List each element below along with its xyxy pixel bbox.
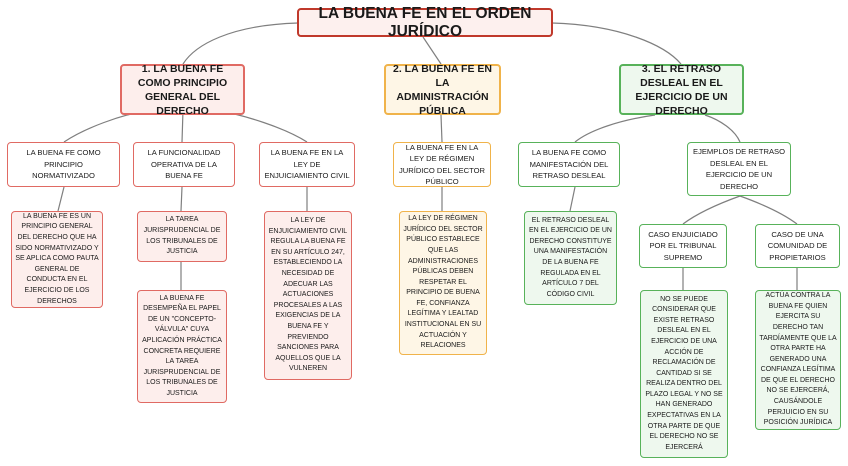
- detail-text: NO SE PUEDE CONSIDERAR QUE EXISTE RETRASO DESLEAL EN EL EJERCICIO DE UNA ACCIÓN DE RECLAMACIÓN DE CANTIDAD SI SE REALIZA DENTRO DEL PLAZO LEGAL Y NO SE HAN GENERADO EXPECTATIVAS EN LA OTRA PARTE DE QUE EL DERECHO NO SE EJERCERÁ: [645, 295, 723, 451]
- sub-title: EJEMPLOS DE RETRASO DESLEAL EN EL EJERCICIO DE UN DERECHO: [693, 147, 785, 191]
- branch-title: 1. LA BUENA FE COMO PRINCIPIO GENERAL DEL DERECHO: [137, 62, 228, 117]
- sub-manifestacion-retraso[interactable]: [518, 142, 620, 187]
- sub-principio-normativizado[interactable]: [7, 142, 120, 187]
- detail-regimen-juridico: [399, 211, 487, 355]
- detail-text: ACTÚA CONTRA LA BUENA FE QUIEN EJERCITA SU DERECHO TAN TARDÍAMENTE QUE LA OTRA PARTE HA GENERADO UNA CONFIANZA LEGÍTIMA DE QUE EL DERECHO NO SE EJERCERÁ, CAUSÁNDOLE PERJUICIO EN SU POSICIÓN JURÍDICA: [759, 292, 837, 427]
- detail-text: LA BUENA FE DESEMPEÑA EL PAPEL DE UN "CONCEPTO-VÁLVULA" CUYA APLICACIÓN PRÁCTICA CONCRETA REQUIERE LA TAREA JURISPRUDENCIAL DE LOS TRIBUNALES DE JUSTICIA: [142, 294, 222, 397]
- sub-ley-enjuiciamiento-civil[interactable]: [259, 142, 355, 187]
- detail-tribunal-supremo: [640, 290, 728, 458]
- sub-ley-regimen-juridico[interactable]: [393, 142, 491, 187]
- branch-title: 3. EL RETRASO DESLEAL EN EL EJERCICIO DE UN DERECHO: [635, 62, 728, 117]
- branch-retraso-desleal[interactable]: [619, 64, 744, 115]
- sub-ejemplos-retraso[interactable]: [687, 142, 791, 196]
- detail-comunidad-propietarios: [755, 290, 841, 430]
- detail-text: LA BUENA FE ES UN PRINCIPIO GENERAL DEL DERECHO QUE HA SIDO NORMATIVIZADO Y SE APLICA COMO PAUTA GENERAL DE CONDUCTA EN EL EJERCICIO DE LOS DERECHOS: [15, 212, 99, 305]
- sub-title: LA FUNCIONALIDAD OPERATIVA DE LA BUENA FE: [147, 148, 221, 181]
- sub-title: LA BUENA FE EN LA LEY DE RÉGIMEN JURÍDICO DEL SECTOR PÚBLICO: [398, 142, 486, 186]
- sub-title: LA BUENA FE COMO MANIFESTACIÓN DEL RETRASO DESLEAL: [529, 148, 609, 181]
- detail-text: LA LEY DE ENJUICIAMIENTO CIVIL REGULA LA BUENA FE EN SU ARTÍCULO 247, ESTABLECIENDO LA NECESIDAD DE ADECUAR LAS ACTUACIONES PROCESALES A LAS EXIGENCIAS DE LA BUENA FE Y PREVIENDO SANCIONES PARA AQUELLOS QUE LA VULNEREN: [268, 217, 348, 373]
- detail-articulo-247: [264, 211, 352, 380]
- sub-title: LA BUENA FE COMO PRINCIPIO NORMATIVIZADO: [26, 148, 101, 181]
- root-node[interactable]: [297, 4, 553, 40]
- detail-text: LA LEY DE RÉGIMEN JURÍDICO DEL SECTOR PÚBLICO ESTABLECE QUE LAS ADMINISTRACIONES PÚBLICAS DEBEN RESPETAR EL PRINCIPIO DE BUENA FE, CONFIANZA LEGÍTIMA Y LEALTAD INSTITUCIONAL EN SU ACTUACIÓN Y RELACIONES: [403, 215, 483, 350]
- sub-title: LA BUENA FE EN LA LEY DE ENJUICIAMIENTO CIVIL: [264, 148, 350, 181]
- example-comunidad-propietarios[interactable]: [755, 224, 840, 268]
- detail-text: EL RETRASO DESLEAL EN EL EJERCICIO DE UN DERECHO CONSTITUYE UNA MANIFESTACIÓN DE LA BUENA FE REGULADA EN EL ARTÍCULO 7 DEL CÓDIGO CIVIL: [529, 216, 612, 298]
- example-tribunal-supremo[interactable]: [639, 224, 727, 268]
- detail-text: LA TAREA JURISPRUDENCIAL DE LOS TRIBUNALES DE JUSTICIA: [143, 216, 221, 256]
- example-title: CASO DE UNA COMUNIDAD DE PROPIETARIOS: [767, 229, 828, 262]
- example-title: CASO ENJUICIADO POR EL TRIBUNAL SUPREMO: [648, 229, 718, 262]
- detail-principio-normativizado: [11, 211, 103, 308]
- root-title: LA BUENA FE EN EL ORDEN JURÍDICO: [318, 4, 532, 40]
- branch-principio-general[interactable]: [120, 64, 245, 115]
- detail-concepto-valvula: [137, 290, 227, 403]
- sub-funcionalidad-operativa[interactable]: [133, 142, 235, 187]
- branch-title: 2. LA BUENA FE EN LA ADMINISTRACIÓN PÚBLICA: [393, 62, 492, 117]
- branch-administracion-publica[interactable]: [384, 64, 501, 115]
- detail-articulo-7: [524, 211, 617, 305]
- detail-tarea-jurisprudencial: [137, 211, 227, 262]
